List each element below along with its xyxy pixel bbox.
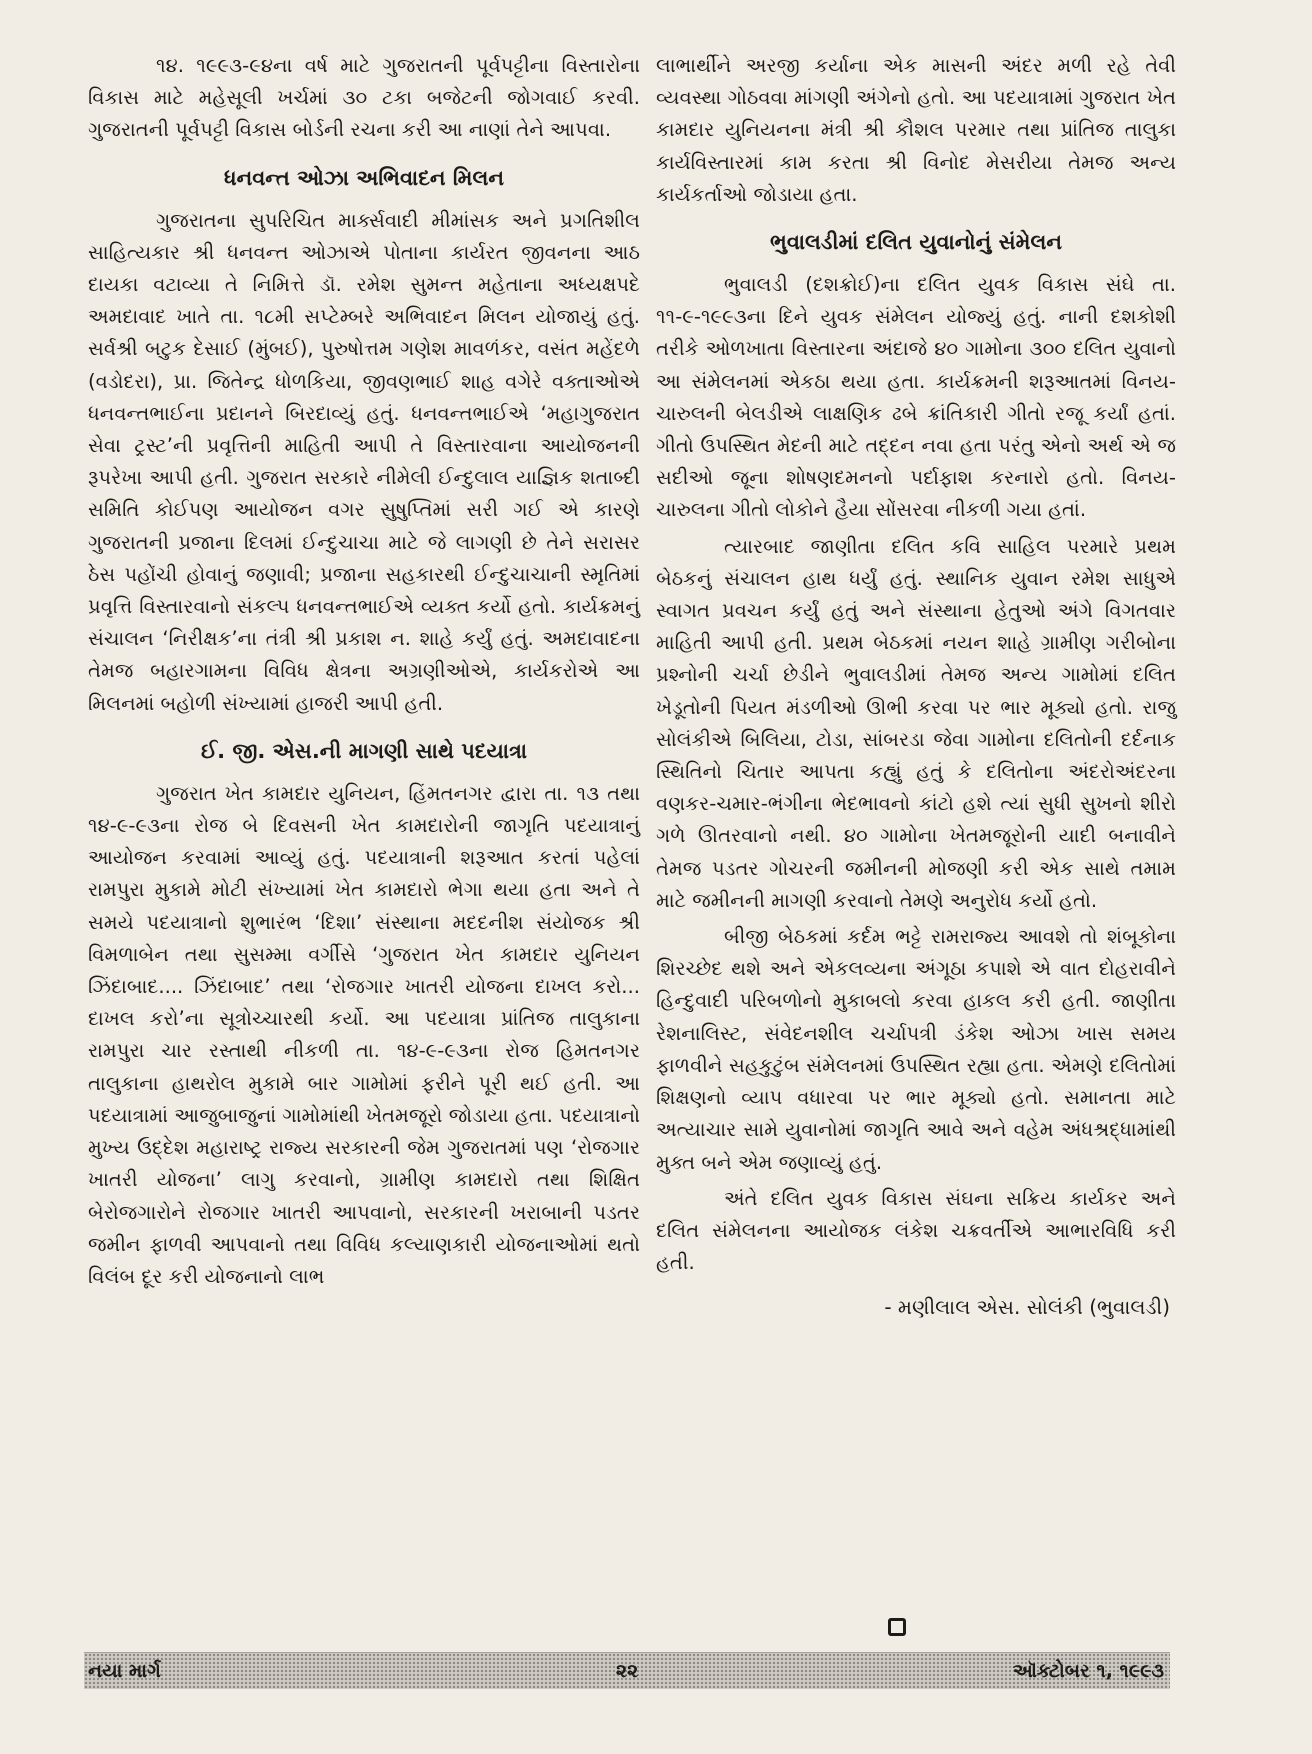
- padyatra-paragraph-continued: લાભાર્થીને અરજી કર્યાના એક માસની અંદર મળી રહે તેવી વ્યવસ્થા ગોઠવવા માંગણી અંગેનો હતો. આ પદયાત્રામાં ગુજરાત ખેત કામદાર યુનિયનના મંત્રી શ્રી કૌશલ પરમાર તથા પ્રાંતિજ તાલુકા કાર્યવિસ્તારમાં કામ કરતા શ્રી વિનોદ મેસરીયા તેમજ અન્ય કાર્યકર્તાઓ જોડાયા હતા.: [656, 54, 1176, 206]
- abhivadan-paragraph: ગુજરાતના સુપરિચિત માર્ક્સવાદી મીમાંસક અને પ્રગતિશીલ સાહિત્યકાર શ્રી ધનવન્ત ઓઝાએ પોતાના કાર્યરત જીવનના આઠ દાયકા વટાવ્યા તે નિમિત્તે ડૉ. રમેશ સુમન્ત મહેતાના અધ્યક્ષપદે અમદાવાદ ખાતે તા. ૧૮મી સપ્ટેમ્બરે અભિવાદન મિલન યોજાયું હતું. સર્વશ્રી બટુક દેસાઈ (મુંબઈ), પુરુષોત્તમ ગણેશ માવળંકર, વસંત મહેંદળે (વડોદરા), પ્રા. જિતેન્દ્ર ધોળકિયા, જીવણભાઈ શાહ વગેરે વક્તાઓએ ધનવન્તભાઈના પ્રદાનને બિરદાવ્યું હતું. ધનવન્તભાઈએ ‘મહાગુજરાત સેવા ટ્રસ્ટ’ની પ્રવૃત્તિની માહિતી આપી તે વિસ્તારવાના આયોજનની રૂપરેખા આપી હતી. ગુજરાત સરકારે નીમેલી ઈન્દુલાલ યાજ્ઞિક શતાબ્દી સમિતિ કોઈપણ આયોજન વગર સુષુપ્તિમાં સરી ગઈ એ કારણે ગુજરાતની પ્રજાના દિલમાં ઈન્દુચાચા માટે જે લાગણી છે તેને સરાસર ઠેસ પહોંચી હોવાનું જણાવી; પ્રજાના સહકારથી ઈન્દુચાચાની સ્મૃતિમાં પ્રવૃત્તિ વિસ્તારવાનો સંકલ્પ ધનવન્તભાઈએ વ્યક્ત કર્યો હતો. કાર્યક્રમનું સંચાલન ‘નિરીક્ષક’ના તંત્રી શ્રી પ્રકાશ ન. શાહે કર્યું હતું. અમદાવાદના તેમજ બહારગામના વિવિધ ક્ષેત્રના અગ્રણીઓએ, કાર્યકરોએ આ મિલનમાં બહોળી સંખ્યામાં હાજરી આપી હતી.: [88, 208, 640, 715]
- magazine-name: નયા માર્ગ: [88, 1660, 161, 1682]
- end-of-article-square-icon: [888, 1618, 906, 1636]
- section-heading-sammelan: ભુવાલડીમાં દલિત યુવાનોનું સંમેલન: [770, 230, 1062, 255]
- author-signature: - મણીલાલ એસ. સોલંકી (ભુવાલડી): [884, 1295, 1170, 1320]
- second-session-paragraph: બીજી બેઠકમાં કર્દમ ભટ્ટે રામરાજ્ય આવશે તો શંબૂકોના શિરચ્છેદ થશે અને એકલવ્યના અંગૂઠા કપાશે એ વાત દોહરાવીને હિન્દુવાદી પરિબળોનો મુકાબલો કરવા હાકલ કરી હતી. જાણીતા રેશનાલિસ્ટ, સંવેદનશીલ ચર્ચાપત્રી ડંકેશ ઓઝા ખાસ સમય ફાળવીને સહકુટુંબ સંમેલનમાં ઉપસ્થિત રહ્યા હતા. એમણે દલિતોમાં શિક્ષણનો વ્યાપ વધારવા પર ભાર મૂક્યો હતો. સમાનતા માટે અત્યાચાર સામે યુવાનોમાં જાગૃતિ આવે અને વહેમ અંધશ્રદ્ધામાંથી મુક્ત બને એમ જણાવ્યું હતું.: [656, 925, 1176, 1174]
- padyatra-paragraph: ગુજરાત ખેત કામદાર યુનિયન, હિંમતનગર દ્વારા તા. ૧૩ તથા ૧૪-૯-૯૩ના રોજ બે દિવસની ખેત કામદારોની જાગૃતિ પદયાત્રાનું આયોજન કરવામાં આવ્યું હતું. પદયાત્રાની શરૂઆત કરતાં પહેલાં રામપુરા મુકામે મોટી સંખ્યામાં ખેત કામદારો ભેગા થયા હતા અને તે સમયે પદયાત્રાનો શુભારંભ ‘દિશા’ સંસ્થાના મદદનીશ સંયોજક શ્રી વિમળાબેન તથા સુસમ્મા વર્ગીસે ‘ગુજરાત ખેત કામદાર યુનિયન ઝિંદાબાદ.... ઝિંદાબાદ’ તથા ‘રોજગાર ખાતરી યોજના દાખલ કરો... દાખલ કરો’ના સૂત્રોચ્ચારથી કર્યો. આ પદયાત્રા પ્રાંતિજ તાલુકાના રામપુરા ચાર રસ્તાથી નીકળી તા. ૧૪-૯-૯૩ના રોજ હિમતનગર તાલુકાના હાથરોલ મુકામે બાર ગામોમાં ફરીને પૂરી થઈ હતી. આ પદયાત્રામાં આજુબાજુનાં ગામોમાંથી ખેતમજૂરો જોડાયા હતા. પદયાત્રાનો મુખ્ય ઉદ્દેશ મહારાષ્ટ્ર રાજ્ય સરકારની જેમ ગુજરાતમાં પણ ‘રોજગાર ખાતરી યોજના’ લાગુ કરવાનો, ગ્રામીણ કામદારો તથા શિક્ષિત બેરોજગારોને રોજગાર ખાતરી આપવાનો, સરકારની ખરાબાની પડતર જમીન ફાળવી આપવાનો તથા વિવિધ કલ્યાણકારી યોજનાઓમાં થતો વિલંબ દૂર કરી યોજનાનો લાભ: [88, 781, 640, 1288]
- vote-of-thanks-paragraph: અંતે દલિત યુવક વિકાસ સંઘના સક્રિય કાર્યકર અને દલિત સંમેલનના આયોજક લંકેશ ચક્રવર્તીએ આભારવિધિ કરી હતી.: [656, 1186, 1176, 1275]
- right-column: [656, 50, 1176, 1323]
- first-session-paragraph: ત્યારબાદ જાણીતા દલિત કવિ સાહિલ પરમારે પ્રથમ બેઠકનું સંચાલન હાથ ધર્યું હતું. સ્થાનિક યુવાન રમેશ સાધુએ સ્વાગત પ્રવચન કર્યું હતું અને સંસ્થાના હેતુઓ અંગે વિગતવાર માહિતી આપી હતી. પ્રથમ બેઠકમાં નયન શાહે ગ્રામીણ ગરીબોના પ્રશ્નોની ચર્ચા છેડીને ભુવાલડીમાં તેમજ અન્ય ગામોમાં દલિત ખેડૂતોની પિયત મંડળીઓ ઊભી કરવા પર ભાર મૂક્યો હતો. રાજુ સોલંકીએ બિલિયા, ટોડા, સાંબરડા જેવા ગામોના દલિતોની દર્દનાક સ્થિતિનો ચિતાર આપતા કહ્યું હતું કે દલિતોના અંદરોઅંદરના વણકર-ચમાર-ભંગીના ભેદભાવનો કાંટો હશે ત્યાં સુધી સુખનો શીરો ગળે ઊતરવાનો નથી. ૪૦ ગામોના ખેતમજૂરોની યાદી બનાવીને તેમજ પડતર ગોચરની જમીનની મોજણી કરી એક સાથે તમામ માટે જમીનની માગણી કરવાનો તેમણે અનુરોધ કર્યો હતો.: [656, 534, 1176, 912]
- demand-item-14: ૧૪. ૧૯૯૩-૯૪ના વર્ષ માટે ગુજરાતની પૂર્વપટ્ટીના વિસ્તારોના વિકાસ માટે મહેસૂલી ખર્ચમાં ૩૦ ટકા બજેટની જોગવાઈ કરવી. ગુજરાતની પૂર્વપટ્ટી વિકાસ બોર્ડની રચના કરી આ નાણાં તેને આપવા.: [88, 54, 640, 142]
- sammelan-paragraph: ભુવાલડી (દશક્રોઈ)ના દલિત યુવક વિકાસ સંઘે તા. ૧૧-૯-૧૯૯૩ના દિને યુવક સંમેલન યોજ્યું હતું. નાની દશકોશી તરીકે ઓળખાતા વિસ્તારના અંદાજે ૪૦ ગામોના ૩૦૦ દલિત યુવાનો આ સંમેલનમાં એકઠા થયા હતા. કાર્યક્રમની શરૂઆતમાં વિનય-ચારુલની બેલડીએ લાક્ષણિક ઢબે ક્રાંતિકારી ગીતો રજૂ કર્યાં હતાં. ગીતો ઉપસ્થિત મેદની માટે તદ્દન નવા હતા પરંતુ એનો અર્થ એ જ સદીઓ જૂના શોષણદમનનો પર્દાફાશ કરનારો હતો. વિનય-ચારુલના ગીતો લોકોને હૈયા સોંસરવા નીકળી ગયા હતાં.: [656, 273, 1176, 522]
- page-number: ૨૨: [615, 1660, 639, 1682]
- section-heading-padyatra: ઈ. જી. એસ.ની માગણી સાથે પદયાત્રા: [200, 738, 528, 763]
- issue-date: ઑક્ટોબર ૧, ૧૯૯૩: [1012, 1660, 1164, 1682]
- left-column: [88, 50, 640, 1297]
- page-footer: [84, 1652, 1170, 1689]
- section-heading-abhivadan: ધનવન્ત ઓઝા અભિવાદન મિલન: [223, 165, 504, 190]
